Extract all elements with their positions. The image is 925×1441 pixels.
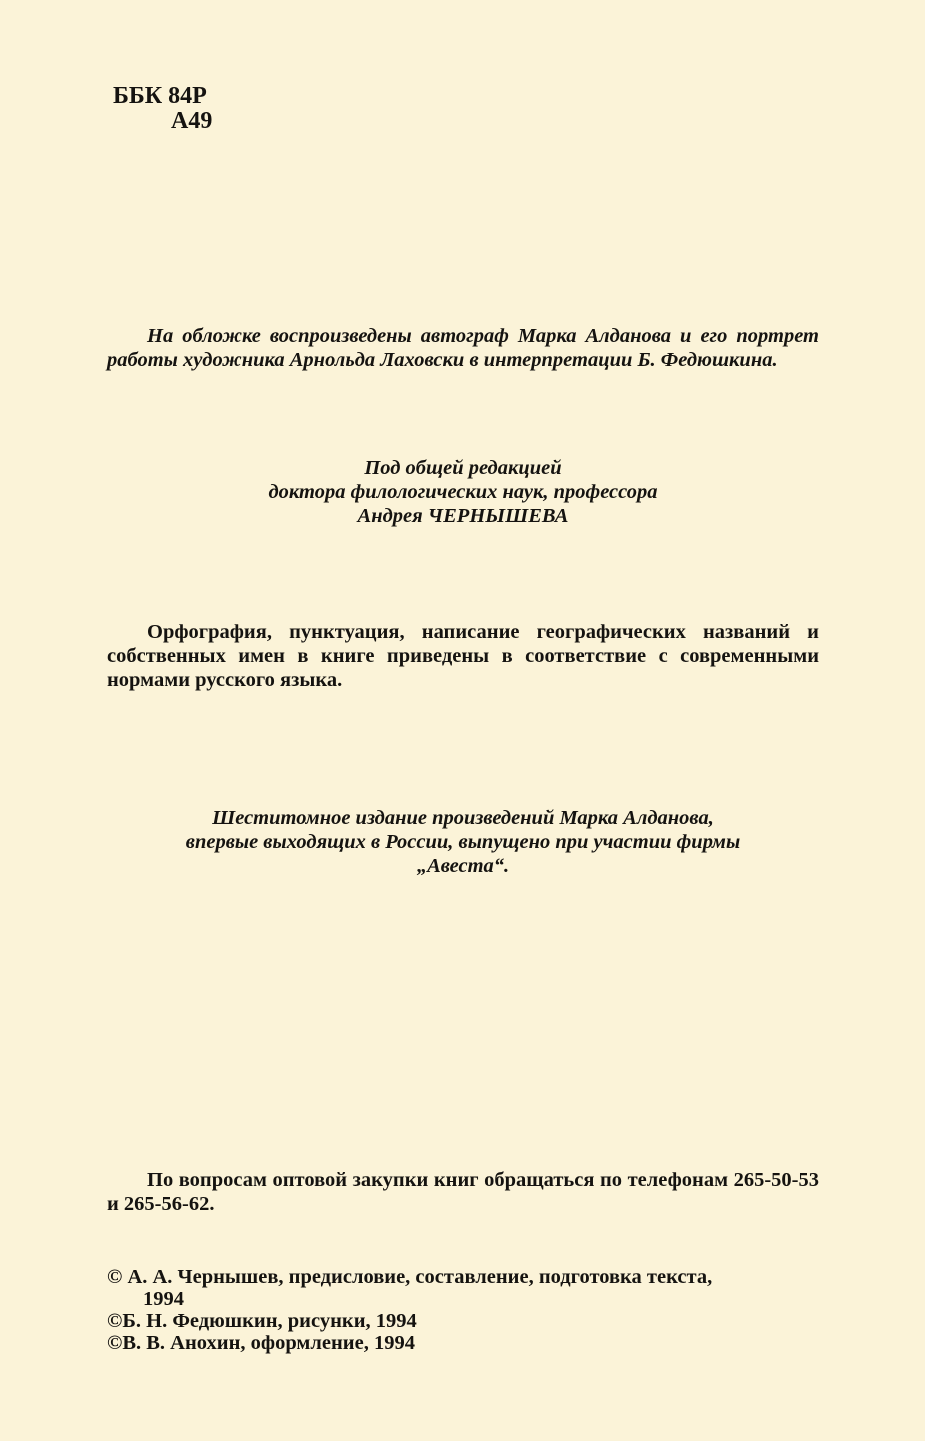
editor-line-3: Андрея ЧЕРНЫШЕВА [357, 505, 569, 527]
cover-note: На обложке воспроизведены автограф Марка Алданова и его портрет работы художника Арнольда Лаховски в интерпретации Б. Федюшкина. [107, 325, 819, 371]
edition-line-3: „Авеста“. [416, 855, 510, 877]
copyright-chernyshev-year: 1994 [143, 1288, 184, 1310]
spelling-note: Орфография, пунктуация, написание географических названий и собственных имен в книге приведены в соответствие с современными нормами русского языка. [107, 621, 819, 691]
copyright-fedyushkin: ©Б. Н. Федюшкин, рисунки, 1994 [107, 1310, 417, 1332]
edition-line-2: впервые выходящих в России, выпущено при участии фирмы [185, 831, 741, 853]
editor-credit [107, 456, 819, 528]
bbk-code: ББК 84Р [113, 83, 207, 109]
copyright-chernyshev: © А. А. Чернышев, предисловие, составление, подготовка текста, [107, 1266, 713, 1288]
edition-note [107, 806, 819, 878]
edition-line-1: Шеститомное издание произведений Марка Алданова, [212, 807, 714, 829]
wholesale-contact-note: По вопросам оптовой закупки книг обращаться по телефонам 265-50-53 и 265-56-62. [107, 1169, 819, 1215]
bbk-classification [113, 84, 212, 134]
editor-line-2: доктора филологических наук, профессора [268, 481, 658, 503]
editor-line-1: Под общей редакцией [364, 457, 562, 479]
copyright-anokhin: ©В. В. Анохин, оформление, 1994 [107, 1332, 415, 1354]
author-mark: А49 [171, 108, 213, 134]
copyright-list [107, 1266, 819, 1354]
